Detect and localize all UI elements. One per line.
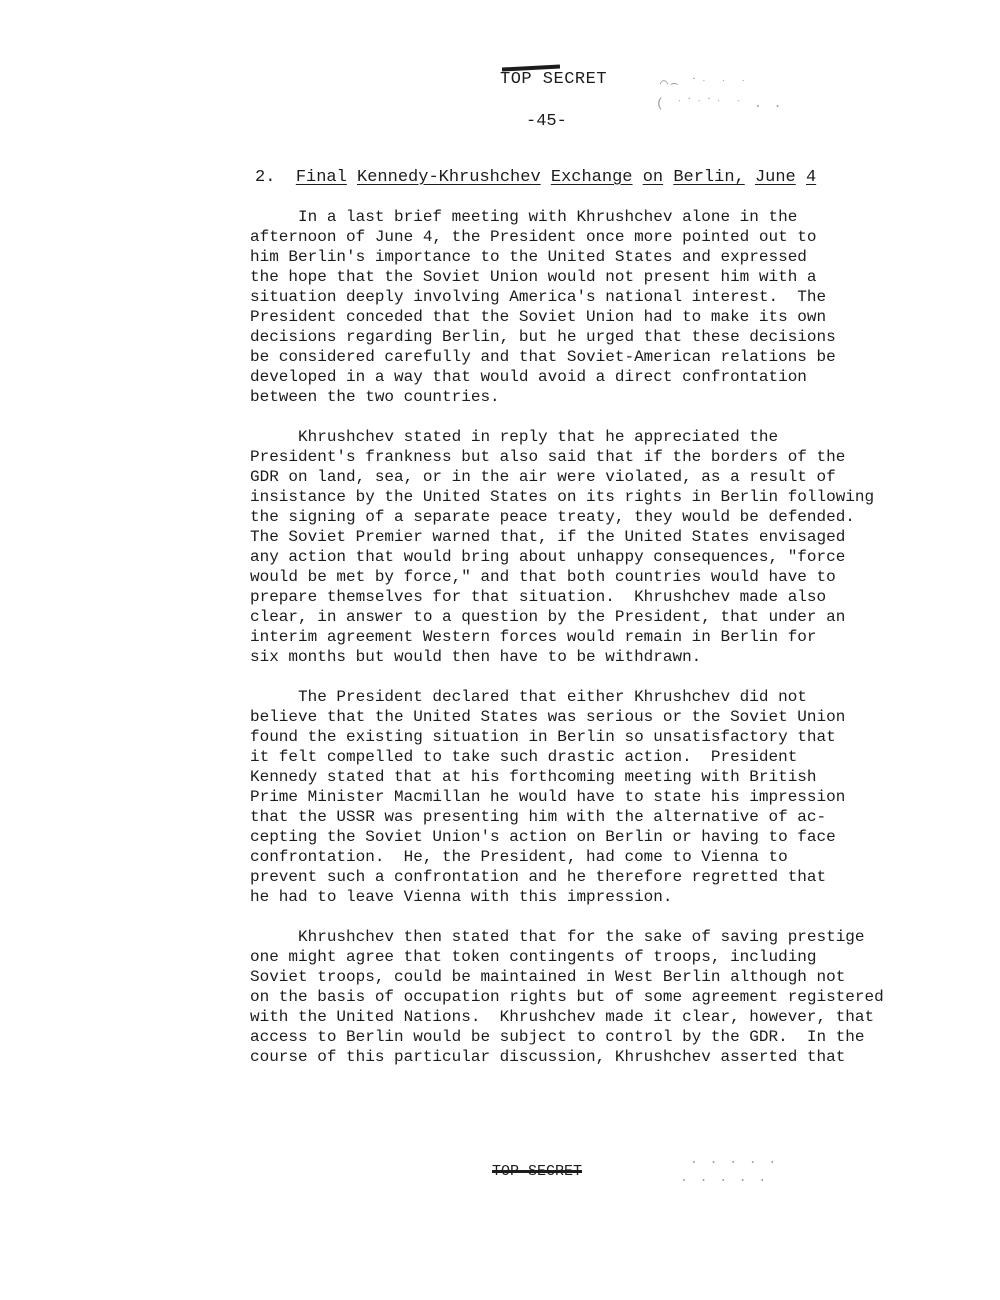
text-line: it felt compelled to take such drastic action. President: [250, 748, 798, 766]
faded-stamp-mark: ⌒⌢ ˙ˑ ˑ ˑ: [660, 76, 749, 91]
text-line: one might agree that token contingents of troops, including: [250, 948, 817, 966]
text-line: situation deeply involving America's national interest. The: [250, 288, 827, 306]
text-line: In a last brief meeting with Khrushchev alone in the: [250, 208, 798, 226]
text-line: on the basis of occupation rights but of some agreement registered: [250, 988, 884, 1006]
text-line: found the existing situation in Berlin so unsatisfactory that: [250, 728, 836, 746]
text-line: with the United Nations. Khrushchev made it clear, however, that: [250, 1008, 875, 1026]
text-line: confrontation. He, the President, had come to Vienna to: [250, 848, 788, 866]
text-line: decisions regarding Berlin, but he urged that these decisions: [250, 328, 836, 346]
text-line: The President declared that either Khrushchev did not: [250, 688, 807, 706]
text-line: GDR on land, sea, or in the air were violated, as a result of: [250, 468, 836, 486]
body-text: [250, 207, 900, 1087]
text-line: be considered carefully and that Soviet-American relations be: [250, 348, 836, 366]
text-line: prepare themselves for that situation. Khrushchev made also: [250, 588, 827, 606]
page-number: -45-: [526, 112, 567, 131]
section-title-word: 4: [805, 168, 817, 187]
text-line: access to Berlin would be subject to control by the GDR. In the: [250, 1028, 865, 1046]
text-line: afternoon of June 4, the President once more pointed out to: [250, 228, 817, 246]
faded-stamp-mark: . . . . .: [680, 1170, 769, 1185]
text-line: interim agreement Western forces would remain in Berlin for: [250, 628, 817, 646]
classification-header-text: TOP SECRET: [500, 70, 608, 89]
text-line: President conceded that the Soviet Union had to make its own: [250, 308, 827, 326]
section-title-word: Kennedy-Khrushchev: [357, 168, 541, 187]
text-line: the signing of a separate peace treaty, they would be defended.: [250, 508, 855, 526]
faded-stamp-mark: . . . . .: [690, 1152, 779, 1167]
text-line: any action that would bring about unhappy consequences, "force: [250, 548, 846, 566]
text-line: clear, in answer to a question by the President, that under an: [250, 608, 846, 626]
text-line: insistance by the United States on its rights in Berlin following: [250, 488, 875, 506]
text-line: prevent such a confrontation and he therefore regretted that: [250, 868, 827, 886]
classification-footer: TOP SECRET: [492, 1163, 583, 1180]
text-line: cepting the Soviet Union's action on Berlin or having to face: [250, 828, 836, 846]
faded-stamp-mark: ( ˑ˙ˑ˙ˑ ˑ . .: [656, 96, 784, 111]
section-title-word: Final: [295, 168, 347, 187]
paragraph: [250, 427, 900, 667]
text-line: Soviet troops, could be maintained in West Berlin although not: [250, 968, 846, 986]
section-title-word: Berlin,: [673, 168, 745, 187]
text-line: would be met by force," and that both countries would have to: [250, 568, 836, 586]
paragraph: [250, 927, 900, 1067]
classification-header: [500, 70, 607, 89]
paragraph: [250, 687, 900, 907]
text-line: The Soviet Premier warned that, if the United States envisaged: [250, 528, 846, 546]
text-line: he had to leave Vienna with this impression.: [250, 888, 673, 906]
paragraph: [250, 207, 900, 407]
text-line: believe that the United States was serious or the Soviet Union: [250, 708, 846, 726]
section-title-word: on: [642, 168, 664, 187]
text-line: Prime Minister Macmillan he would have to state his impression: [250, 788, 846, 806]
section-heading: [255, 168, 816, 187]
text-line: that the USSR was presenting him with the alternative of ac-: [250, 808, 827, 826]
text-line: between the two countries.: [250, 388, 500, 406]
text-line: Khrushchev stated in reply that he appreciated the: [250, 428, 779, 446]
text-line: Khrushchev then stated that for the sake of saving prestige: [250, 928, 865, 946]
text-line: six months but would then have to be withdrawn.: [250, 648, 702, 666]
text-line: course of this particular discussion, Khrushchev asserted that: [250, 1048, 846, 1066]
section-title-word: Exchange: [550, 168, 633, 187]
text-line: Kennedy stated that at his forthcoming meeting with British: [250, 768, 817, 786]
text-line: the hope that the Soviet Union would not present him with a: [250, 268, 817, 286]
text-line: President's frankness but also said that if the borders of the: [250, 448, 846, 466]
section-title-word: June: [754, 168, 796, 187]
text-line: him Berlin's importance to the United States and expressed: [250, 248, 807, 266]
text-line: developed in a way that would avoid a direct confrontation: [250, 368, 807, 386]
section-number: 2.: [255, 168, 276, 187]
